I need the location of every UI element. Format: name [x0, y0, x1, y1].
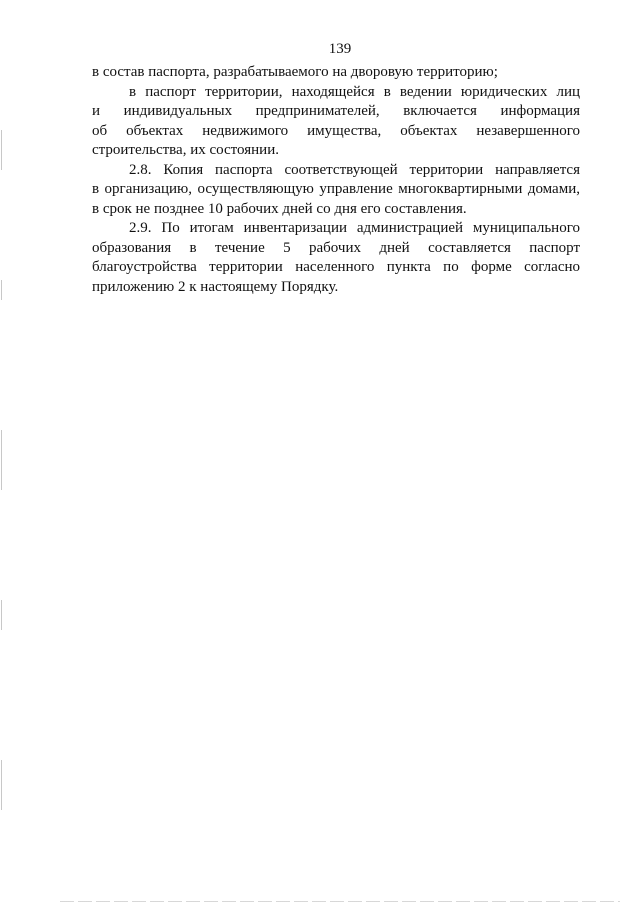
- text-line: в состав паспорта, разрабатываемого на дворовую территорию;: [92, 64, 498, 80]
- text-line: в паспорт территории, находящейся в ведении юридических лиц: [129, 83, 580, 100]
- text-line: 2.8. Копия паспорта соответствующей территории направляется: [129, 161, 580, 178]
- text-line: в срок не позднее 10 рабочих дней со дня его составления.: [92, 200, 467, 217]
- text-line: 2.9. По итогам инвентаризации администрацией муниципального: [129, 220, 580, 236]
- text-line: образования в течение 5 рабочих дней составляется паспорт: [92, 239, 580, 256]
- text-line: и индивидуальных предпринимателей, включается информация: [92, 103, 580, 119]
- text-line: строительства, их состоянии.: [92, 142, 279, 158]
- scan-margin-marks: [0, 0, 4, 905]
- text-line: приложению 2 к настоящему Порядку.: [92, 278, 339, 295]
- document-body: [92, 63, 580, 297]
- text-line: благоустройства территории населенного пункта по форме согласно: [92, 259, 580, 275]
- scan-bottom-edge: [60, 901, 620, 902]
- page-number: 139: [328, 41, 352, 57]
- text-line: об объектах недвижимого имущества, объектах незавершенного: [92, 122, 580, 139]
- text-line: в организацию, осуществляющую управление многоквартирными домами,: [92, 181, 580, 197]
